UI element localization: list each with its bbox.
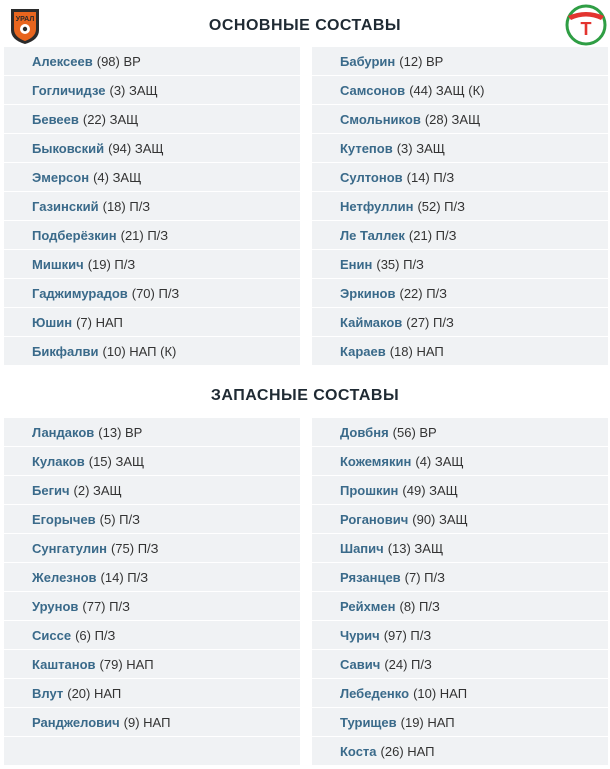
player-name-link[interactable]: Бабурин	[340, 53, 396, 69]
player-number-position: (97) П/З	[383, 627, 432, 643]
player-row	[4, 163, 300, 191]
player-name-link[interactable]: Эркинов	[340, 285, 396, 301]
player-name-link[interactable]: Ранджелович	[32, 714, 120, 730]
torpedo-club-logo	[565, 4, 607, 46]
player-row	[4, 621, 300, 649]
player-number-position: (10) НАП	[413, 685, 468, 701]
player-number-position: (94) ЗАЩ	[108, 140, 164, 156]
player-name-link[interactable]: Кулаков	[32, 453, 85, 469]
player-name-link[interactable]: Савич	[340, 656, 381, 672]
player-number-position: (18) П/З	[102, 198, 151, 214]
player-name-link[interactable]: Нетфуллин	[340, 198, 414, 214]
player-row	[312, 505, 608, 533]
player-row	[4, 447, 300, 475]
player-number-position: (26) НАП	[380, 743, 435, 759]
player-number-position: (6) П/З	[75, 627, 116, 643]
player-number-position: (14) П/З	[406, 169, 455, 185]
player-name-link[interactable]: Турищев	[340, 714, 397, 730]
player-number-position: (7) НАП	[76, 314, 123, 330]
player-row	[4, 679, 300, 707]
player-number-position: (13) ЗАЩ	[387, 540, 444, 556]
player-name-link[interactable]: Газинский	[32, 198, 99, 214]
player-row	[4, 505, 300, 533]
player-name-link[interactable]: Подберёзкин	[32, 227, 117, 243]
player-row	[4, 192, 300, 220]
player-row	[4, 221, 300, 249]
player-name-link[interactable]: Кутепов	[340, 140, 393, 156]
player-number-position: (12) ВР	[399, 53, 444, 69]
player-number-position: (13) ВР	[98, 424, 143, 440]
player-name-link[interactable]: Роганович	[340, 511, 409, 527]
player-name-link[interactable]: Влут	[32, 685, 64, 701]
player-name-link[interactable]: Шапич	[340, 540, 384, 556]
player-row	[312, 476, 608, 504]
player-name-link[interactable]: Каштанов	[32, 656, 96, 672]
player-name-link[interactable]: Сунгатулин	[32, 540, 107, 556]
player-name-link[interactable]: Гогличидзе	[32, 82, 106, 98]
player-number-position: (79) НАП	[99, 656, 154, 672]
home-subs-lineup	[4, 418, 300, 766]
player-row	[4, 47, 300, 75]
player-row	[312, 447, 608, 475]
player-row	[312, 105, 608, 133]
torpedo-logo-letter: Т	[580, 19, 592, 39]
player-number-position: (52) П/З	[417, 198, 465, 214]
player-row	[312, 737, 608, 765]
player-number-position: (21) П/З	[408, 227, 457, 243]
player-name-link[interactable]: Эмерсон	[32, 169, 90, 185]
player-row	[4, 737, 300, 765]
player-number-position: (7) П/З	[404, 569, 445, 585]
player-number-position: (10) НАП (К)	[102, 343, 177, 359]
away-main-lineup	[312, 47, 608, 366]
player-number-position: (77) П/З	[82, 598, 130, 614]
player-row	[4, 134, 300, 162]
player-number-position: (22) ЗАЩ	[82, 111, 139, 127]
player-number-position: (22) П/З	[399, 285, 448, 301]
player-name-link[interactable]: Бикфалви	[32, 343, 99, 359]
player-number-position: (56) ВР	[392, 424, 437, 440]
player-row	[4, 105, 300, 133]
player-row	[312, 418, 608, 446]
player-name-link[interactable]: Коста	[340, 743, 377, 759]
player-row	[312, 279, 608, 307]
player-name-link[interactable]: Караев	[340, 343, 386, 359]
player-name-link[interactable]: Урунов	[32, 598, 79, 614]
player-name-link[interactable]: Сиссе	[32, 627, 72, 643]
player-row	[4, 534, 300, 562]
player-row	[312, 221, 608, 249]
player-name-link[interactable]: Мишкич	[32, 256, 84, 272]
player-number-position: (3) ЗАЩ	[109, 82, 158, 98]
player-number-position: (15) ЗАЩ	[88, 453, 145, 469]
away-subs-lineup	[312, 418, 608, 766]
player-row	[4, 279, 300, 307]
player-name-link[interactable]: Ландаков	[32, 424, 95, 440]
player-row	[4, 337, 300, 365]
player-number-position: (5) П/З	[99, 511, 140, 527]
player-number-position: (4) ЗАЩ	[415, 453, 464, 469]
player-number-position: (35) П/З	[376, 256, 424, 272]
player-name-link[interactable]: Бегич	[32, 482, 70, 498]
player-number-position: (98) ВР	[96, 53, 141, 69]
player-name-link[interactable]: Гаджимурадов	[32, 285, 128, 301]
player-name-link[interactable]: Довбня	[340, 424, 389, 440]
player-number-position: (70) П/З	[131, 285, 180, 301]
player-name-link[interactable]: Чурич	[340, 627, 380, 643]
player-row	[312, 192, 608, 220]
player-row	[312, 337, 608, 365]
player-row	[312, 76, 608, 104]
player-number-position: (14) П/З	[100, 569, 149, 585]
player-row	[312, 47, 608, 75]
player-name-link[interactable]: Самсонов	[340, 82, 406, 98]
player-row	[312, 308, 608, 336]
player-name-link[interactable]: Кожемякин	[340, 453, 412, 469]
player-number-position: (3) ЗАЩ	[396, 140, 445, 156]
player-name-link[interactable]: Егорычев	[32, 511, 96, 527]
player-row	[4, 308, 300, 336]
player-name-link[interactable]: Юшин	[32, 314, 73, 330]
ural-logo-text: УРАЛ	[15, 16, 35, 23]
player-number-position: (19) П/З	[87, 256, 136, 272]
player-row	[4, 708, 300, 736]
player-row	[312, 650, 608, 678]
player-number-position: (49) ЗАЩ	[402, 482, 458, 498]
player-row	[312, 621, 608, 649]
player-row	[312, 250, 608, 278]
player-name-link[interactable]: Прошкин	[340, 482, 399, 498]
player-row	[4, 650, 300, 678]
main-lineups-title: ОСНОВНЫЕ СОСТАВЫ	[208, 17, 402, 34]
player-name-link[interactable]: Быковский	[32, 140, 105, 156]
player-number-position: (28) ЗАЩ	[424, 111, 481, 127]
player-name-link[interactable]: Бевеев	[32, 111, 79, 127]
player-name-link[interactable]: Ле Таллек	[340, 227, 405, 243]
player-number-position: (9) НАП	[123, 714, 171, 730]
player-row	[4, 418, 300, 446]
player-row	[312, 679, 608, 707]
player-name-link[interactable]: Каймаков	[340, 314, 403, 330]
player-number-position: (44) ЗАЩ (К)	[409, 82, 485, 98]
player-name-link[interactable]: Железнов	[32, 569, 97, 585]
player-row	[312, 708, 608, 736]
player-row	[4, 76, 300, 104]
player-name-link[interactable]: Енин	[340, 256, 373, 272]
player-name-link[interactable]: Алексеев	[32, 53, 93, 69]
player-row	[4, 592, 300, 620]
player-number-position: (24) П/З	[384, 656, 432, 672]
player-name-link[interactable]: Смольников	[340, 111, 421, 127]
player-name-link[interactable]: Султонов	[340, 169, 403, 185]
player-row	[312, 134, 608, 162]
player-name-link[interactable]: Рейхмен	[340, 598, 396, 614]
player-number-position: (90) ЗАЩ	[412, 511, 468, 527]
player-row	[4, 476, 300, 504]
subs-lineups-title: ЗАПАСНЫЕ СОСТАВЫ	[210, 387, 400, 404]
player-row	[312, 592, 608, 620]
player-number-position: (2) ЗАЩ	[73, 482, 122, 498]
player-number-position: (27) П/З	[406, 314, 454, 330]
player-row	[312, 163, 608, 191]
player-row	[4, 563, 300, 591]
player-name-link[interactable]: Рязанцев	[340, 569, 401, 585]
player-number-position: (18) НАП	[389, 343, 444, 359]
player-row	[4, 250, 300, 278]
player-row	[312, 534, 608, 562]
player-number-position: (20) НАП	[67, 685, 122, 701]
player-number-position: (19) НАП	[400, 714, 455, 730]
player-number-position: (21) П/З	[120, 227, 169, 243]
player-name-link[interactable]: Лебеденко	[340, 685, 410, 701]
player-number-position: (8) П/З	[399, 598, 440, 614]
player-number-position: (4) ЗАЩ	[93, 169, 142, 185]
player-row	[312, 563, 608, 591]
player-number-position: (75) П/З	[110, 540, 159, 556]
home-main-lineup	[4, 47, 300, 366]
